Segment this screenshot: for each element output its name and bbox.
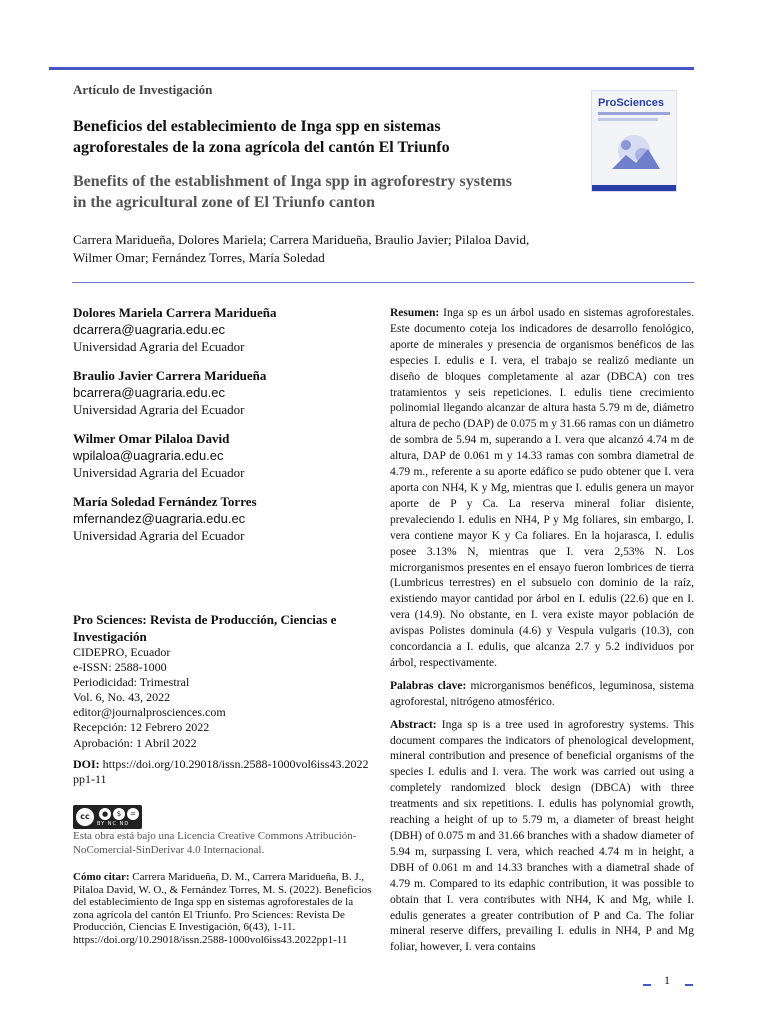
citation-label: Cómo citar: (73, 871, 130, 883)
footer-dash (685, 984, 693, 986)
keywords-paragraph (390, 679, 694, 711)
footer-dash (643, 984, 651, 986)
journal-periodicity: Periodicidad: Trimestral (73, 675, 190, 689)
cover-decoration (598, 112, 670, 115)
abstract-label: Abstract: (390, 718, 437, 731)
approved-date: Aprobación: 1 Abril 2022 (73, 736, 197, 750)
author-details (73, 304, 373, 556)
resumen-paragraph (390, 306, 694, 672)
by-icon: ● (99, 808, 111, 820)
doi (73, 757, 373, 787)
received-date: Recepción: 12 Febrero 2022 (73, 720, 210, 734)
journal-volume: Vol. 6, No. 43, 2022 (73, 690, 171, 704)
article-dates (73, 719, 209, 751)
cc-badge-label: BY NC ND (97, 821, 130, 827)
keywords-label: Palabras clave: (390, 679, 467, 692)
citation-text: Carrera Maridueña, D. M., Carrera Maridueña, B. J., Pilaloa David, W. O., & Fernández Torres, M. S. (2022). Beneficios del establecimiento de Inga spp en sistemas agroforestales de la zona agrícola del cantón El Triunfo. Pro Sciences: Revista De Producción, Ciencias E Investigación, 6(43), 1-11. https://doi.org/10.29018/issn.2588-1000vol6iss43.2022pp1-11 (73, 871, 372, 946)
cc-icon: cc (76, 808, 94, 826)
journal-eissn: e-ISSN: 2588-1000 (73, 660, 167, 674)
author-name: María Soledad Fernández Torres (73, 494, 257, 509)
citation (73, 871, 373, 946)
author-affiliation: Universidad Agraria del Ecuador (73, 528, 245, 543)
doi-link[interactable]: https://doi.org/10.29018/issn.2588-1000vol6iss43.2022pp1-11 (73, 757, 369, 786)
page-number: 1 (664, 973, 670, 987)
abstract-paragraph (390, 718, 694, 957)
author-block (73, 304, 373, 355)
nd-icon: = (127, 808, 139, 820)
author-affiliation: Universidad Agraria del Ecuador (73, 339, 245, 354)
author-block (73, 430, 373, 481)
journal-logo: ProSciences (598, 97, 665, 109)
journal-cover-image (591, 90, 677, 192)
author-block (73, 367, 373, 418)
cover-decoration (598, 118, 658, 121)
keywords-text: microrganismos benéficos, leguminosa, sistema agroforestal, nitrógeno atmosférico. (390, 679, 695, 708)
title-english: Benefits of the establishment of Inga spp in agroforestry systems in the agricultural zone of El Triunfo canton (73, 173, 512, 211)
doi-label: DOI: (73, 757, 100, 771)
page-footer (643, 973, 695, 987)
journal-name: Pro Sciences: Revista de Producción, Ciencias e Investigación (73, 612, 337, 644)
top-rule (49, 67, 694, 70)
author-email[interactable]: wpilaloa@uagraria.edu.ec (73, 448, 224, 463)
cover-artwork (606, 129, 662, 173)
article-type: Artículo de Investigación (73, 82, 213, 97)
abstract-column (390, 306, 694, 963)
author-name: Braulio Javier Carrera Maridueña (73, 368, 267, 383)
resumen-label: Resumen: (390, 307, 440, 319)
authors-line: Carrera Maridueña, Dolores Mariela; Carrera Maridueña, Braulio Javier; Pilaloa David, Wilmer Omar; Fernández Torres, María Soledad (73, 232, 530, 265)
abstract-text: Inga sp is a tree used in agroforestry systems. This document compares the indicators of phenological development, mineral contribution and presence of beneficial organisms of the species I. edulis and I. vera. The work was carried out using a completely randomized block design (DBCA) with three treatments and six repetitions. I. edulis has polynomial growth, reaching a height of up to 5.79 m, a diameter of breast height (DBH) of 0.075 m and 31.66 branches with a shadow diameter of 5.94 m, surpassing I. vera, which reached 4.74 m in height, a DBH of 0.061 m and 14.33 branches with a diametral shade of 4.79 m. Compared to its edaphic contribution, it was possible to obtain that I. vera contributes with NH4, K and Mg, while I. edulis generates a greater contribution of P and Ca. The foliar mineral reserve differs, prevailing I. edulis in NH4, P and Mg foliar, however, I. vera contains (390, 718, 695, 954)
nc-icon: $ (113, 808, 125, 820)
author-name: Wilmer Omar Pilaloa David (73, 431, 230, 446)
journal-email[interactable]: editor@journalprosciences.com (73, 705, 226, 719)
creative-commons-badge[interactable] (73, 805, 142, 829)
author-block (73, 493, 373, 544)
section-rule (72, 282, 694, 283)
author-name: Dolores Mariela Carrera Maridueña (73, 305, 277, 320)
journal-publisher: CIDEPRO, Ecuador (73, 645, 171, 659)
author-affiliation: Universidad Agraria del Ecuador (73, 465, 245, 480)
license-text: Esta obra está bajo una Licencia Creative Commons Atribución-NoComercial-SinDerivar 4.0 Internacional. (73, 830, 357, 856)
cover-bar (592, 185, 676, 191)
journal-info (73, 611, 373, 720)
author-affiliation: Universidad Agraria del Ecuador (73, 402, 245, 417)
author-email[interactable]: bcarrera@uagraria.edu.ec (73, 385, 225, 400)
author-email[interactable]: dcarrera@uagraria.edu.ec (73, 322, 225, 337)
author-email[interactable]: mfernandez@uagraria.edu.ec (73, 511, 246, 526)
title-spanish: Beneficios del establecimiento de Inga spp en sistemas agroforestales de la zona agrícola del cantón El Triunfo (73, 118, 450, 156)
resumen-text: Inga sp es un árbol usado en sistemas agroforestales. Este documento coteja los indicadores de desarrollo fenológico, aporte de minerales y presencia de organismos benéficos de las especies I. edulis e I. vera, el trabajo se realizó mediante un diseño de bloques completamente al azar (DBCA) con tres tratamientos y seis repeticiones. I. edulis tiene crecimiento polinomial llegando alcanzar de altura hasta 5.79 m de, diámetro altura de pecho (DAP) de 0.075 m y 31.66 ramas con un diámetro de sombra de 5.94 m, superando a I. vera que alcanzó 4.74 m de altura, DAP de 0.061 m y 14.33 ramas con sombra diametral de 4.79 m., referente a su aporte edáfico se pudo obtener que I. vera aporta con NH4, K y Mg, mientras que I. edulis genera un mayor aporte de P y Ca. La reserva mineral foliar disiente, prevaleciendo I. edulis en NH4, P y Mg foliares, sin embargo, I. vera contiene mayor K y Ca foliares. En la hojarasca, I. edulis posee 3.13% N, mientras que I. vera 2,53% N. Los microrganismos presentes en el ensayo fueron lombrices de tierra (Lumbricus terrestres) en el subsuelo con dominio de la raíz, existiendo mayor cantidad por árbol en I. edulis (22.6) que en I. vera (14.9). No obstante, en I. vera existe mayor población de avispas Polistes dominula (4.6) y Vespula vulgaris (10.3), con concordancia a I. edulis, que alcanza 2.7 y 5.2 individuos por árbol, respectivamente. (390, 307, 694, 669)
